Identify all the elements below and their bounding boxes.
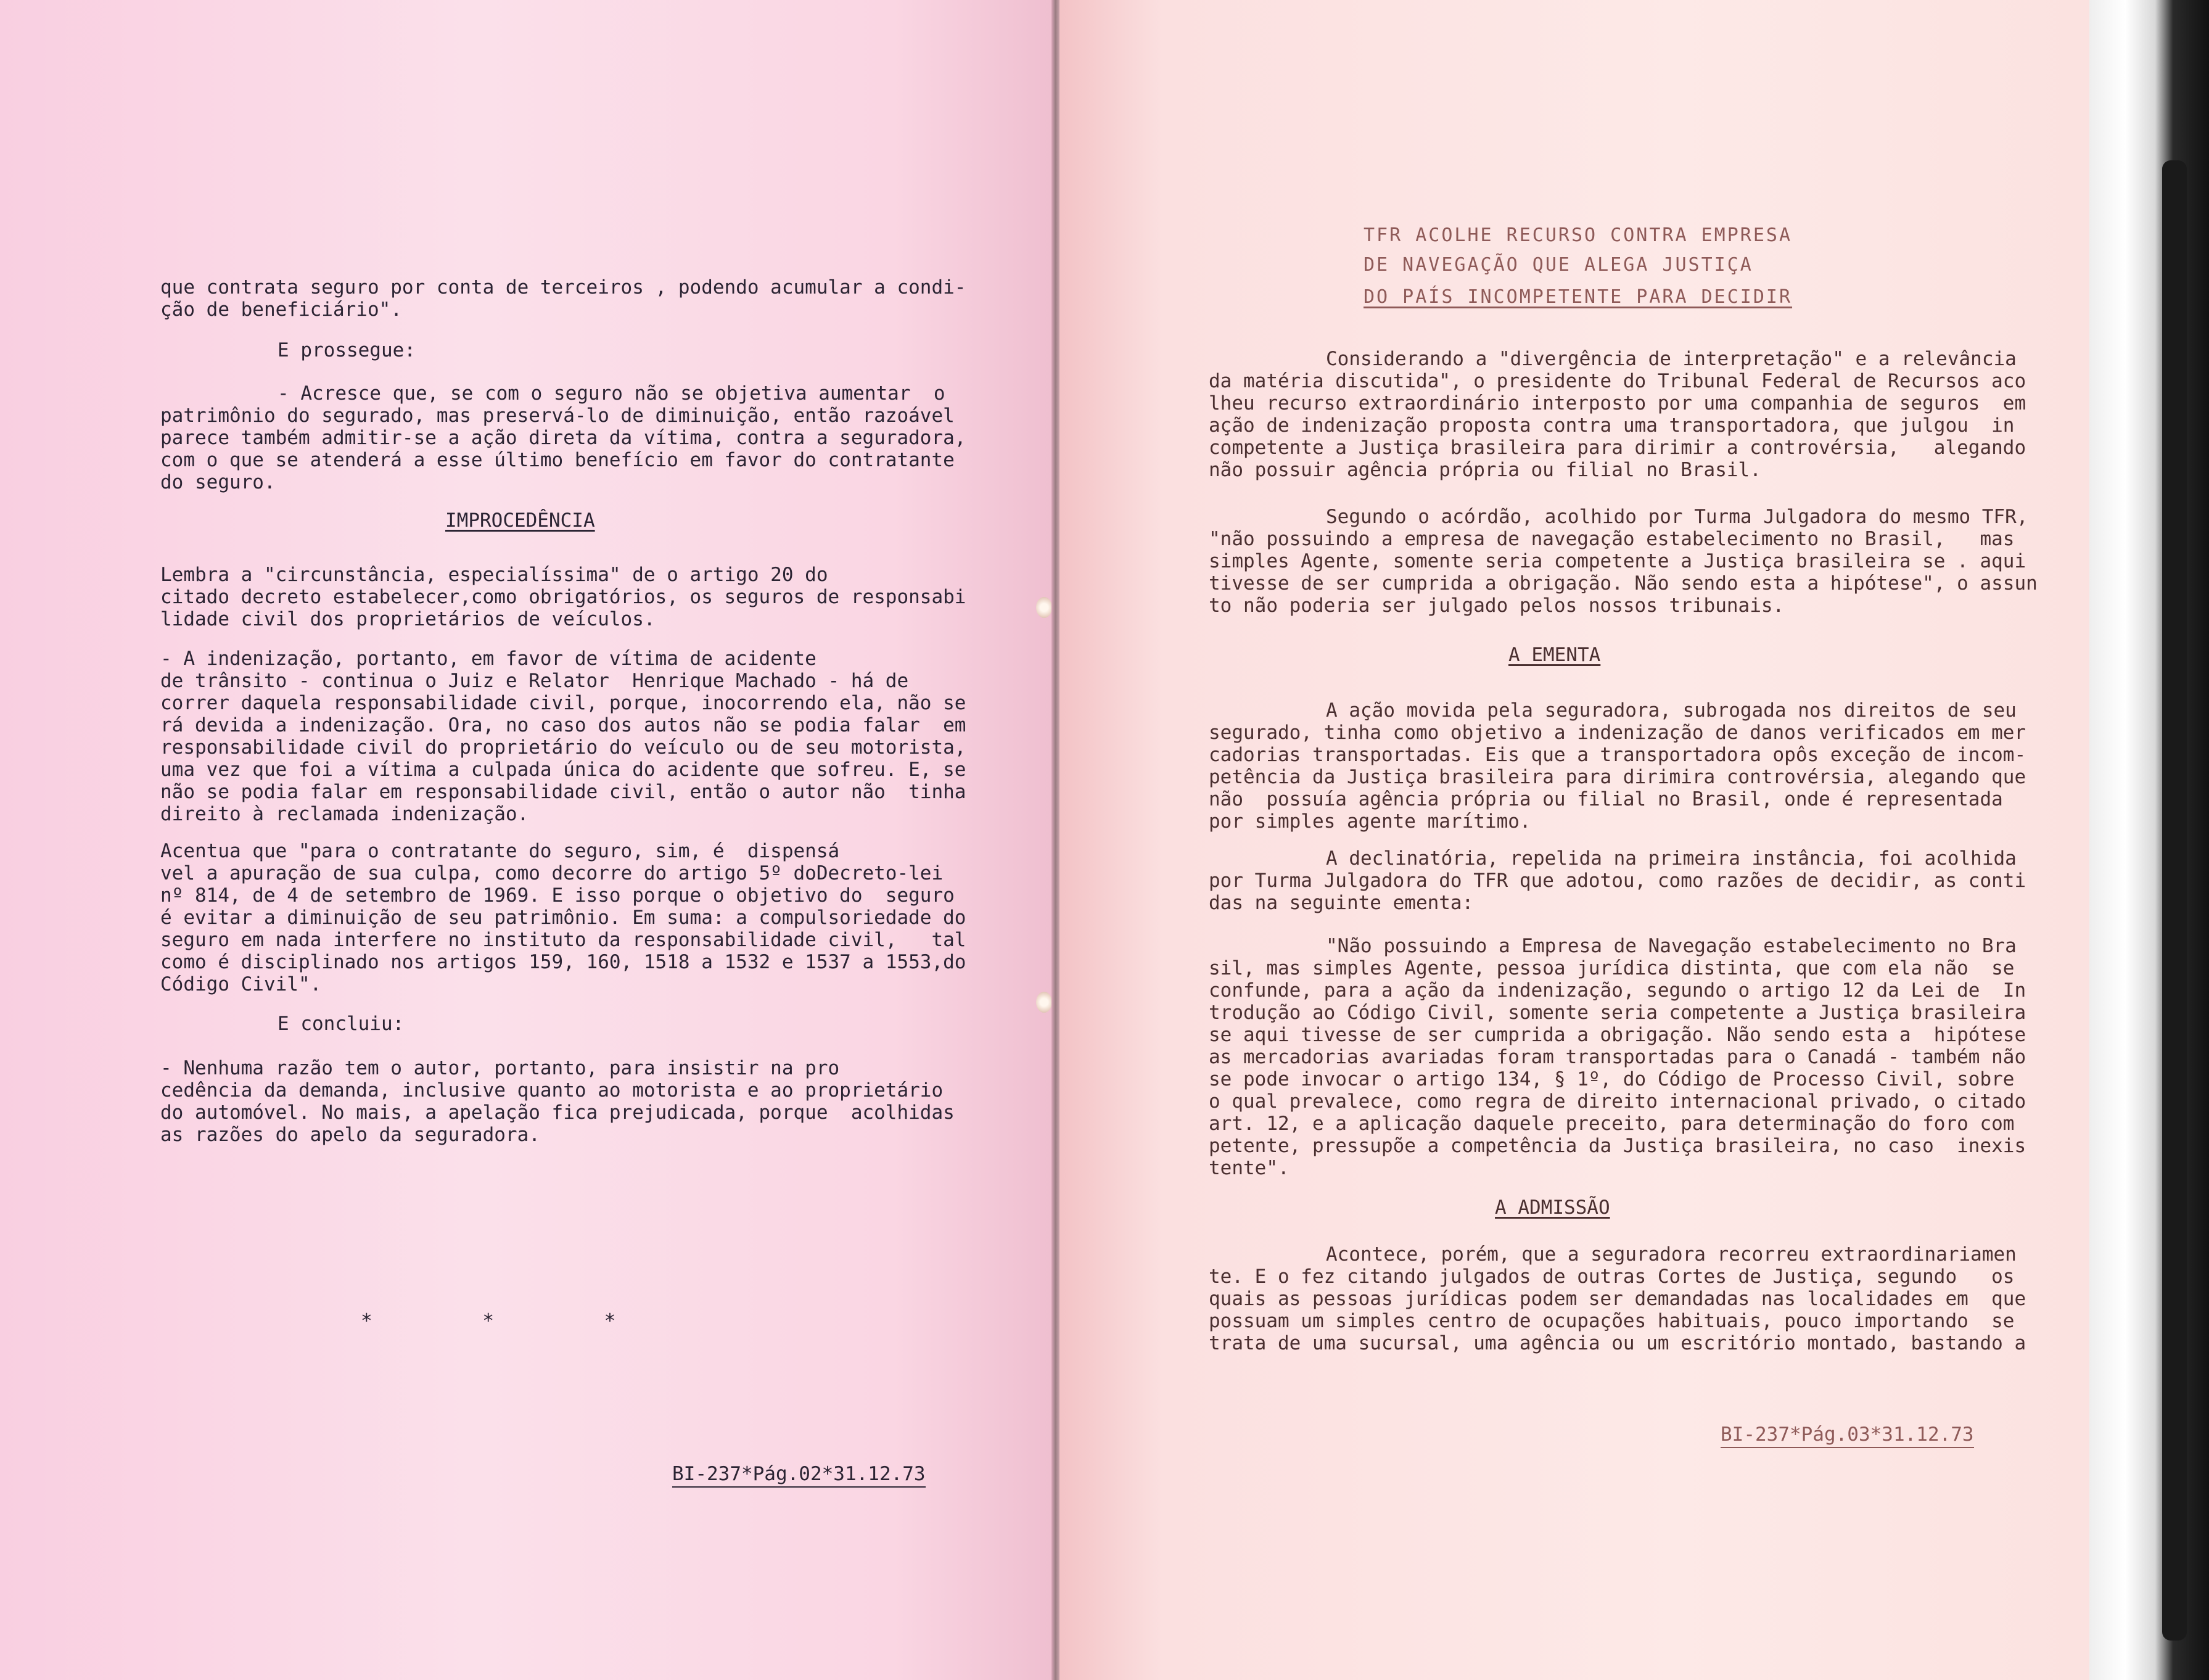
paragraph: que contrata seguro por conta de terceiros , podendo acumular a condi- ção de beneficiário". [160,276,966,321]
paragraph: "Não possuindo a Empresa de Navegação estabelecimento no Bra sil, mas simples Agente, pessoa jurídica distinta, que com ela não se confunde, para a ação da indenização, segundo o artigo 12 da Lei de In trodução ao Código Civil, somente seria competente a Justiça brasileira se aqui tivesse de ser cumprida a obrigação. Não sendo esta a hipótese as mercadorias avariadas foram transportadas para o Canadá - também não se pode invocar o artigo 134, § 1º, do Código de Processo Civil, sobre o qual prevalece, como regra de direito internacional privado, o citado art. 12, e a aplicação daquele preceito, para determinação do foro com petente, pressupõe a competência da Justiça brasileira, no caso inexis tente". [1209,935,2026,1179]
section-heading: A EMENTA [1508,644,1601,666]
paragraph: - Acresce que, se com o seguro não se objetiva aumentar o patrimônio do segurado, mas preservá-lo de diminuição, então razoável parece também admitir-se a ação direta da vítima, contra a seguradora, com o que se atenderá a esse último benefício em favor do contratante do seguro. [160,382,966,493]
article-title-line: TFR ACOLHE RECURSO CONTRA EMPRESA [1364,224,1793,246]
left-page [0,0,1051,1680]
book-gutter [1051,0,1059,1680]
article-title-line: DE NAVEGAÇÃO QUE ALEGA JUSTIÇA [1364,254,1753,276]
paragraph: - Nenhuma razão tem o autor, portanto, para insistir na pro cedência da demanda, inclusive quanto ao motorista e ao proprietário do automóvel. No mais, a apelação fica prejudicada, porque acolhidas as razões do apelo da seguradora. [160,1057,955,1146]
paragraph: A declinatória, repelida na primeira instância, foi acolhida por Turma Julgadora do TFR que adotou, como razões de decidir, as conti das na seguinte ementa: [1209,847,2026,914]
paragraph: A ação movida pela seguradora, subrogada nos direitos de seu segurado, tinha como objetivo a indenização de danos verificados em mer cadorias transportadas. Eis que a transportadora opôs exceção de incom- petência da Justiça brasileira para dirimira controvérsia, alegando que não possuía agência própria ou filial no Brasil, onde é representada por simples agente marítimo. [1209,699,2026,833]
separator-stars: * * * [361,1310,616,1332]
punch-hole [1036,597,1051,618]
article-title-line: DO PAÍS INCOMPETENTE PARA DECIDIR [1364,286,1793,308]
paragraph: Acontece, porém, que a seguradora recorreu extraordinariamen te. E o fez citando julgados de outras Cortes de Justiça, segundo os quais as pessoas jurídicas podem ser demandadas nas localidades em que possuam um simples centro de ocupações habituais, pouco importando se trata de uma sucursal, uma agência ou um escritório montado, bastando a [1209,1243,2026,1354]
paragraph: Acentua que "para o contratante do seguro, sim, é dispensá vel a apuração de sua culpa, como decorre do artigo 5º doDecreto-lei nº 814, de 4 de setembro de 1969. E isso porque o objetivo do seguro é evitar a diminuição de seu patrimônio. Em suma: a compulsoriedade do seguro em nada interfere no instituto da responsabilidade civil, tal como é disciplinado nos artigos 159, 160, 1518 a 1532 e 1537 a 1553,do Código Civil". [160,840,966,995]
section-heading: IMPROCEDÊNCIA [445,509,595,532]
binder-edge [2089,0,2209,1680]
punch-hole [1036,992,1051,1013]
right-page [1059,0,2089,1680]
binder-strip [2162,160,2187,1641]
paragraph: Segundo o acórdão, acolhido por Turma Julgadora do mesmo TFR, "não possuindo a empresa de navegação estabelecimento no Brasil, mas simples Agente, somente seria competente a Justiça brasileira se . aqui tivesse de ser cumprida a obrigação. Não sendo esta a hipótese", o assun to não poderia ser julgado pelos nossos tribunais. [1209,506,2038,617]
paragraph: Lembra a "circunstância, especialíssima" de o artigo 20 do citado decreto estabelecer,como obrigatórios, os seguros de responsabi lidade civil dos proprietários de veículos. [160,564,966,630]
page-footer: BI-237*Pág.03*31.12.73 [1721,1423,1974,1448]
paragraph: E concluiu: [278,1013,405,1035]
paragraph: E prossegue: [278,339,416,361]
page-footer: BI-237*Pág.02*31.12.73 [672,1463,926,1488]
section-heading: A ADMISSÃO [1495,1196,1610,1219]
paragraph: Considerando a "divergência de interpretação" e a relevância da matéria discutida", o presidente do Tribunal Federal de Recursos aco lheu recurso extraordinário interposto por uma companhia de seguros em ação de indenização proposta contra uma transportadora, que julgou in competente a Justiça brasileira para dirimir a controvérsia, alegando não possuir agência própria ou filial no Brasil. [1209,348,2026,481]
paragraph: - A indenização, portanto, em favor de vítima de acidente de trânsito - continua o Juiz e Relator Henrique Machado - há de correr daquela responsabilidade civil, porque, inocorrendo ela, não se rá devida a indenização. Ora, no caso dos autos não se podia falar em responsabilidade civil do proprietário do veículo ou de seu motorista, uma vez que foi a vítima a culpada única do acidente que sofreu. E, se não se podia falar em responsabilidade civil, então o autor não tinha direito à reclamada indenização. [160,648,966,825]
